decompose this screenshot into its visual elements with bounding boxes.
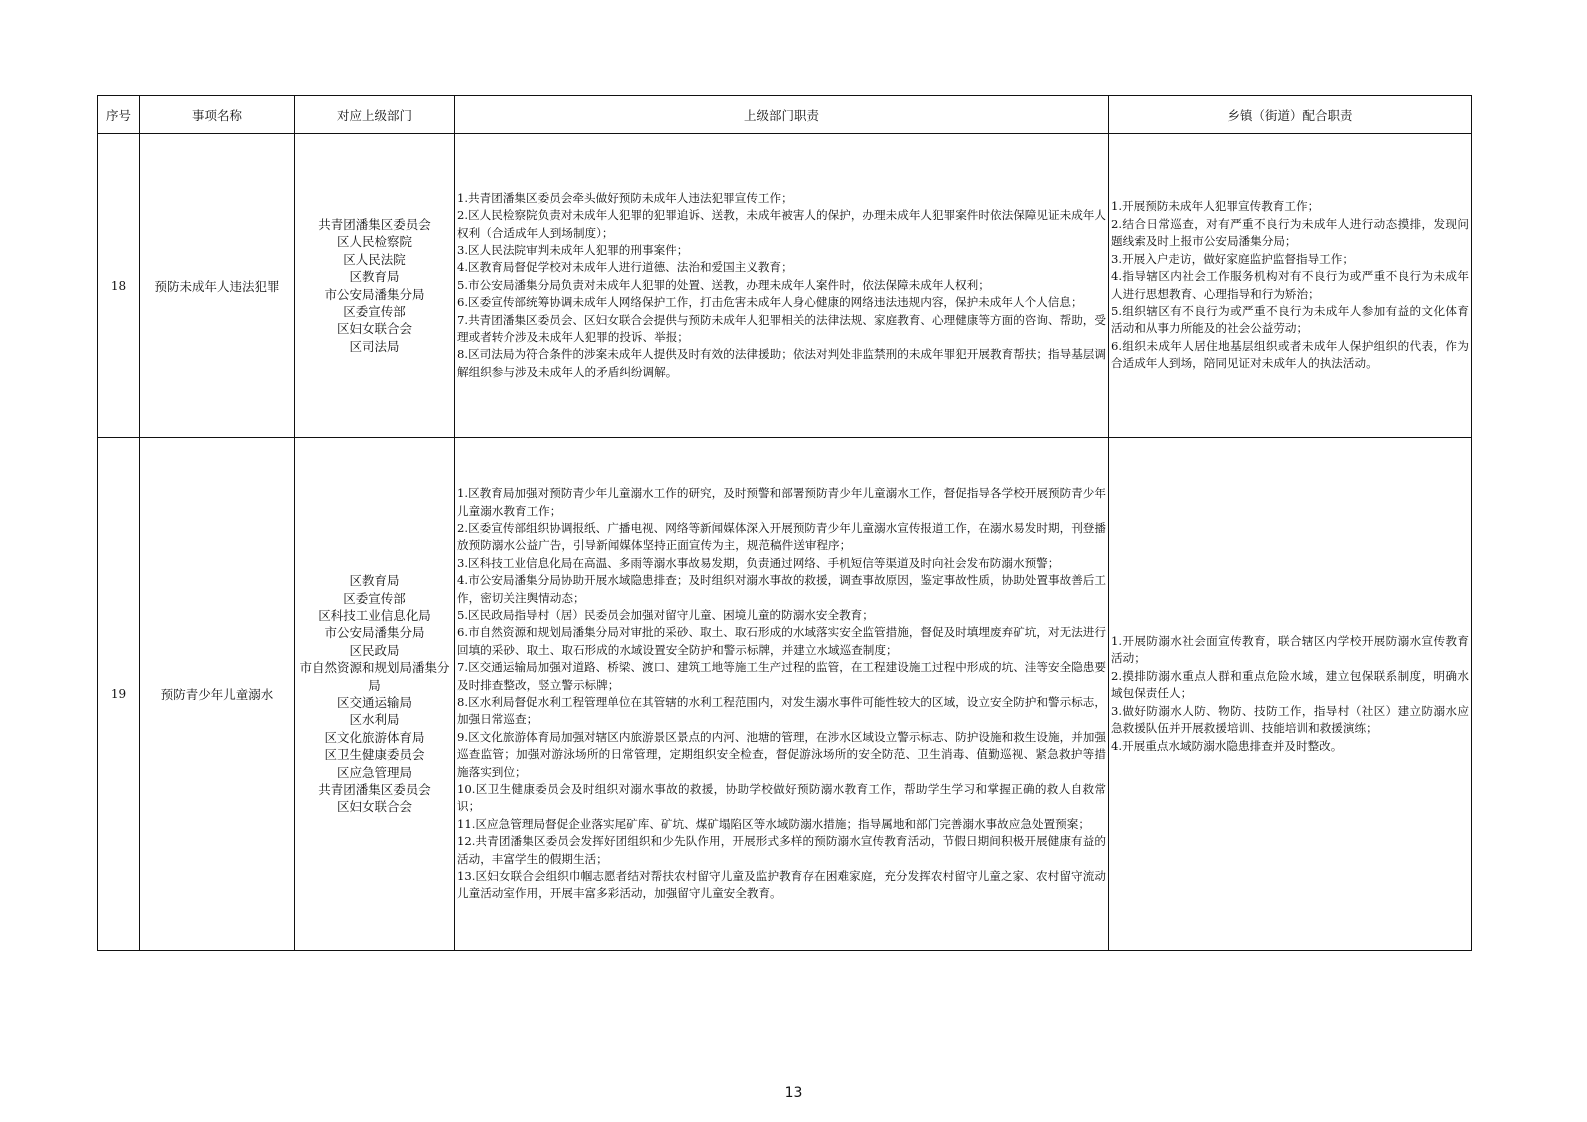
- department-item: 区委宣传部: [343, 590, 406, 606]
- department-item: 区民政局: [349, 642, 400, 658]
- duty-table: [97, 95, 1472, 951]
- duty-item: 11.区应急管理局督促企业落实尾矿库、矿坑、煤矿塌陷区等水域防溺水措施；指导属地和部门完善溺水事故应急处置预案；: [457, 816, 1090, 831]
- department-item: 区卫生健康委员会: [324, 747, 425, 763]
- header-department: 对应上级部门: [295, 96, 455, 134]
- duty-item: 6.组织未成年人居住地基层组织或者未成年人保护组织的代表，作为合适成年人到场，陪同见证对未成年人的执法活动。: [1111, 338, 1469, 371]
- item-name: 预防未成年人违法犯罪: [140, 134, 295, 438]
- table-row: [98, 134, 1472, 438]
- duty-item: 8.区水利局督促水利工程管理单位在其管辖的水利工程范围内，对发生溺水事件可能性较大的区域，设立安全防护和警示标志，加强日常巡查；: [457, 695, 1106, 727]
- duty-item: 3.开展入户走访，做好家庭监护监督指导工作；: [1111, 251, 1354, 266]
- department-item: 区教育局: [349, 269, 400, 285]
- duty-item: 12.共青团潘集区委员会发挥好团组织和少先队作用，开展形式多样的预防溺水宣传教育活动，节假日期间积极开展健康有益的活动，丰富学生的假期生活；: [457, 834, 1106, 866]
- department-item: 共青团潘集区委员会: [318, 782, 431, 798]
- header-superior-duties: 上级部门职责: [455, 96, 1109, 134]
- superior-duties: [455, 134, 1109, 438]
- department-item: 市自然资源和规划局潘集分局: [299, 660, 450, 693]
- table-row: [98, 438, 1472, 951]
- town-duties: [1109, 438, 1472, 951]
- duty-item: 2.摸排防溺水重点人群和重点危险水域，建立包保联系制度，明确水域包保责任人；: [1111, 668, 1469, 701]
- department-list: [295, 134, 455, 438]
- header-town-duties: 乡镇（街道）配合职责: [1109, 96, 1472, 134]
- department-item: 区应急管理局: [336, 764, 412, 780]
- department-item: 区妇女联合会: [336, 799, 412, 815]
- duty-item: 7.区交通运输局加强对道路、桥梁、渡口、建筑工地等施工生产过程的监管，在工程建设施工过程中形成的坑、洼等安全隐患要及时排查整改，竖立警示标牌；: [457, 660, 1106, 692]
- duty-item: 6.区委宣传部统筹协调未成年人网络保护工作，打击危害未成年人身心健康的网络违法违规内容，保护未成年人个人信息；: [457, 295, 1083, 310]
- duty-item: 13.区妇女联合会组织巾帼志愿者结对帮扶农村留守儿童及监护教育存在困难家庭，充分发挥农村留守儿童之家、农村留守流动儿童活动室作用，开展丰富多彩活动，加强留守儿童安全教育。: [457, 869, 1106, 901]
- department-item: 区文化旅游体育局: [324, 729, 425, 745]
- duty-item: 4.开展重点水域防溺水隐患排查并及时整改。: [1111, 738, 1343, 753]
- duty-item: 7.共青团潘集区委员会、区妇女联合会提供与预防未成年人犯罪相关的法律法规、家庭教育、心理健康等方面的咨询、帮助，受理或者转介涉及未成年人犯罪的投诉、举报；: [457, 312, 1106, 345]
- header-item-name: 事项名称: [140, 96, 295, 134]
- duty-item: 2.区委宣传部组织协调报纸、广播电视、网络等新闻媒体深入开展预防青少年儿童溺水宣传报道工作，在溺水易发时期，刊登播放预防溺水公益广告，引导新闻媒体坚持正面宣传为主，规范稿件送审程序；: [457, 520, 1106, 553]
- department-item: 区司法局: [349, 338, 400, 354]
- department-item: 区科技工业信息化局: [318, 607, 431, 623]
- page-number: 13: [784, 1085, 803, 1101]
- duty-item: 4.区教育局督促学校对未成年人进行道德、法治和爱国主义教育；: [457, 260, 793, 275]
- department-item: 区教育局: [349, 573, 400, 589]
- duty-item: 4.市公安局潘集分局协助开展水域隐患排查；及时组织对溺水事故的救援，调查事故原因，鉴定事故性质，协助处置事故善后工作，密切关注舆情动态；: [457, 573, 1106, 605]
- duty-item: 5.市公安局潘集分局负责对未成年人犯罪的处置、送教，办理未成年人案件时，依法保障未成年人权利；: [457, 277, 990, 292]
- department-item: 区妇女联合会: [336, 321, 412, 337]
- duty-item: 8.区司法局为符合条件的涉案未成年人提供及时有效的法律援助；依法对判处非监禁刑的未成年罪犯开展教育帮扶；指导基层调解组织参与涉及未成年人的矛盾纠纷调解。: [457, 347, 1106, 379]
- duty-item: 10.区卫生健康委员会及时组织对溺水事故的救援，协助学校做好预防溺水教育工作，帮助学生学习和掌握正确的救人自救常识；: [457, 782, 1106, 814]
- department-item: 共青团潘集区委员会: [318, 216, 431, 232]
- department-item: 市公安局潘集分局: [324, 286, 425, 302]
- duty-item: 5.组织辖区有不良行为或严重不良行为未成年人参加有益的文化体育活动和从事力所能及的社会公益劳动；: [1111, 303, 1469, 336]
- department-item: 区人民检察院: [336, 234, 412, 250]
- department-item: 区人民法院: [343, 251, 406, 267]
- duty-item: 3.区科技工业信息化局在高温、多雨等溺水事故易发期，负责通过网络、手机短信等渠道及时向社会发布防溺水预警；: [457, 555, 1060, 570]
- duty-item: 6.市自然资源和规划局潘集分局对审批的采砂、取土、取石形成的水域落实安全监管措施，督促及时填埋废弃矿坑，对无法进行回填的采砂、取土、取石形成的水域设置安全防护和警示标牌，并建立水域巡查制度；: [457, 625, 1106, 657]
- duty-item: 9.区文化旅游体育局加强对辖区内旅游景区景点的内河、池塘的管理，在涉水区域设立警示标志、防护设施和救生设施，并加强巡查监管；加强对游泳场所的日常管理，定期组织安全检查，督促游泳场所的安全防范、卫生消毒、值勤巡视、紧急救护等措施落实到位；: [457, 729, 1106, 779]
- row-number: 19: [98, 438, 140, 951]
- town-duties: [1109, 134, 1472, 438]
- department-list: [295, 438, 455, 951]
- duty-item: 5.区民政局指导村（居）民委员会加强对留守儿童、困境儿童的防溺水安全教育；: [457, 607, 874, 622]
- department-item: 区委宣传部: [343, 303, 406, 319]
- superior-duties: [455, 438, 1109, 951]
- header-row: [98, 96, 1472, 134]
- duty-item: 2.结合日常巡查，对有严重不良行为未成年人进行动态摸排，发现问题线索及时上报市公安局潘集分局；: [1111, 216, 1469, 249]
- duty-item: 1.开展预防未成年人犯罪宣传教育工作；: [1111, 199, 1320, 214]
- department-item: 市公安局潘集分局: [324, 625, 425, 641]
- duty-item: 3.做好防溺水人防、物防、技防工作，指导村（社区）建立防溺水应急救援队伍并开展救援培训、技能培训和救援演练；: [1111, 703, 1469, 736]
- header-num: 序号: [98, 96, 140, 134]
- duty-item: 4.指导辖区内社会工作服务机构对有不良行为或严重不良行为未成年人进行思想教育、心理指导和行为矫治；: [1111, 269, 1469, 301]
- duty-item: 2.区人民检察院负责对未成年人犯罪的犯罪追诉、送教，未成年被害人的保护，办理未成年人犯罪案件时依法保障见证未成年人权利（合适成年人到场制度）；: [457, 208, 1106, 240]
- department-item: 区交通运输局: [336, 695, 412, 710]
- row-number: 18: [98, 134, 140, 438]
- duty-item: 1.共青团潘集区委员会牵头做好预防未成年人违法犯罪宣传工作；: [457, 190, 793, 205]
- duty-item: 3.区人民法院审判未成年人犯罪的刑事案件；: [457, 242, 689, 257]
- duty-item: 1.开展防溺水社会面宣传教育，联合辖区内学校开展防溺水宣传教育活动；: [1111, 634, 1469, 666]
- duty-item: 1.区教育局加强对预防青少年儿童溺水工作的研究，及时预警和部署预防青少年儿童溺水工作，督促指导各学校开展预防青少年儿童溺水教育工作；: [457, 486, 1106, 518]
- department-item: 区水利局: [349, 712, 400, 728]
- item-name: 预防青少年儿童溺水: [140, 438, 295, 951]
